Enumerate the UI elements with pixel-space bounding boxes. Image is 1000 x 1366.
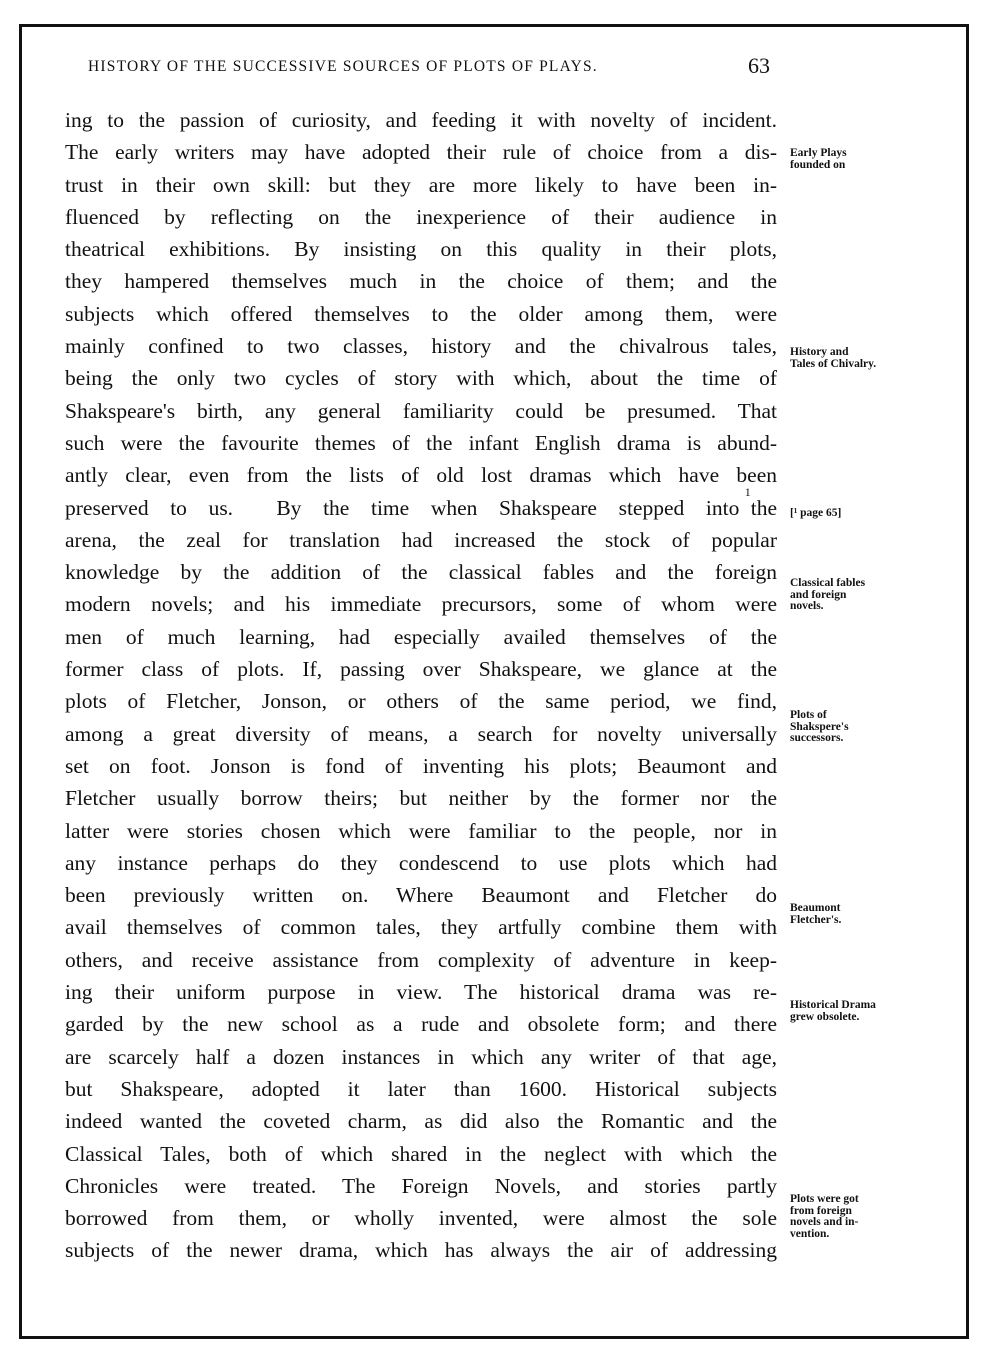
sidenote-plots-successors bbox=[790, 710, 920, 745]
text-line: among a great diversity of means, a search for novelty universally bbox=[65, 721, 777, 746]
text-line: such were the favourite themes of the infant English drama is abund- bbox=[65, 430, 777, 455]
sidenote-line: novels and in- bbox=[790, 1216, 859, 1228]
text-line: any instance perhaps do they condescend to use plots which had bbox=[65, 850, 777, 875]
body-text bbox=[65, 104, 777, 1267]
text-line-tail: the bbox=[750, 495, 777, 520]
sidenote-early-plays bbox=[790, 148, 920, 171]
text-line: set on foot. Jonson is fond of inventing his plots; Beaumont and bbox=[65, 753, 777, 778]
text-line: plots of Fletcher, Jonson, or others of the same period, we find, bbox=[65, 689, 777, 714]
sidenote-line: Beaumont bbox=[790, 902, 841, 914]
sidenote-beaumont-fletcher bbox=[790, 903, 920, 926]
text-line: ing their uniform purpose in view. The historical drama was re- bbox=[65, 980, 777, 1005]
sidenote-line: [¹ page 65] bbox=[790, 507, 842, 519]
sidenote-line: Historical Drama bbox=[790, 999, 876, 1011]
text-line: avail themselves of common tales, they artfully combine them with bbox=[65, 915, 777, 940]
text-line: former class of plots. If, passing over Shakspeare, we glance at the bbox=[65, 657, 777, 682]
text-line: men of much learning, had especially availed themselves of the bbox=[65, 624, 777, 649]
text-line: been previously written on. Where Beaumont and Fletcher do bbox=[65, 883, 777, 908]
sidenote-line: Shakspere's bbox=[790, 720, 849, 733]
sidenote-line: Classical fables bbox=[790, 577, 866, 589]
footnote-marker: 1 bbox=[744, 484, 751, 499]
page-number: 63 bbox=[748, 53, 770, 78]
sidenote-line: Early Plays bbox=[790, 147, 847, 159]
text-line: are scarcely half a dozen instances in which any writer of that age, bbox=[65, 1044, 777, 1069]
text-line: borrowed from them, or wholly invented, were almost the sole bbox=[65, 1206, 777, 1231]
text-line: arena, the zeal for translation had increased the stock of popular bbox=[65, 527, 777, 552]
text-line: Fletcher usually borrow theirs; but neither by the former nor the bbox=[65, 786, 777, 811]
text-line: fluenced by reflecting on the inexperience of their audience in bbox=[65, 204, 777, 229]
text-line: subjects of the newer drama, which has always the air of addressing bbox=[65, 1238, 777, 1263]
sidenote-line: History and bbox=[790, 346, 849, 358]
text-line: subjects which offered themselves to the older among them, were bbox=[65, 301, 777, 326]
sidenote-line: founded on bbox=[790, 158, 846, 171]
sidenote-classical-fables bbox=[790, 578, 920, 613]
text-line: modern novels; and his immediate precursors, some of whom were bbox=[65, 592, 777, 617]
sidenote-line: grew obsolete. bbox=[790, 1010, 860, 1023]
text-line: knowledge by the addition of the classical fables and the foreign bbox=[65, 560, 777, 585]
sidenote-line: Fletcher's. bbox=[790, 913, 842, 926]
text-line: mainly confined to two classes, history and the chivalrous tales, bbox=[65, 334, 777, 359]
text-line: Shakspeare's birth, any general familiarity could be presumed. That bbox=[65, 398, 777, 423]
text-line: The early writers may have adopted their rule of choice from a dis- bbox=[65, 140, 777, 165]
text-line: trust in their own skill: but they are more likely to have been in- bbox=[65, 172, 777, 197]
text-line: theatrical exhibitions. By insisting on this quality in their plots, bbox=[65, 237, 777, 262]
sidenote-line: successors. bbox=[790, 732, 844, 744]
text-line: garded by the new school as a rude and obsolete form; and there bbox=[65, 1012, 777, 1037]
text-line: others, and receive assistance from complexity of adventure in keep- bbox=[65, 947, 777, 972]
sidenote-line: novels. bbox=[790, 600, 824, 612]
text-line: latter were stories chosen which were familiar to the people, nor in bbox=[65, 818, 777, 843]
sidenote-historical-drama bbox=[790, 1000, 920, 1023]
text-line-head: preserved to us. By the time when Shakspeare stepped into bbox=[65, 495, 740, 520]
sidenote-line: vention. bbox=[790, 1227, 830, 1240]
text-line: they hampered themselves much in the choice of them; and the bbox=[65, 269, 777, 294]
running-head bbox=[88, 53, 788, 78]
sidenote-line: Tales of Chivalry. bbox=[790, 357, 877, 370]
sidenote-line: Plots were got bbox=[790, 1193, 859, 1205]
text-line: antly clear, even from the lists of old lost dramas which have been bbox=[65, 463, 777, 488]
running-head-title: HISTORY OF THE SUCCESSIVE SOURCES OF PLOTS OF PLAYS. bbox=[88, 58, 598, 75]
sidenote-line: from foreign bbox=[790, 1204, 852, 1217]
sidenote-history-chivalry bbox=[790, 347, 920, 370]
sidenote-line: Plots of bbox=[790, 709, 827, 721]
text-line: indeed wanted the coveted charm, as did also the Romantic and the bbox=[65, 1109, 777, 1134]
text-line-with-footnote bbox=[65, 484, 777, 524]
text-line: Classical Tales, both of which shared in the neglect with which the bbox=[65, 1141, 777, 1166]
text-line: being the only two cycles of story with which, about the time of bbox=[65, 366, 777, 391]
sidenote-page-ref bbox=[790, 508, 920, 520]
text-line: ing to the passion of curiosity, and feeding it with novelty of incident. bbox=[65, 108, 777, 132]
sidenote-foreign-novels bbox=[790, 1194, 920, 1240]
text-line: Chronicles were treated. The Foreign Novels, and stories partly bbox=[65, 1173, 777, 1198]
sidenote-line: and foreign bbox=[790, 588, 847, 601]
text-line: but Shakspeare, adopted it later than 1600. Historical subjects bbox=[65, 1076, 777, 1101]
